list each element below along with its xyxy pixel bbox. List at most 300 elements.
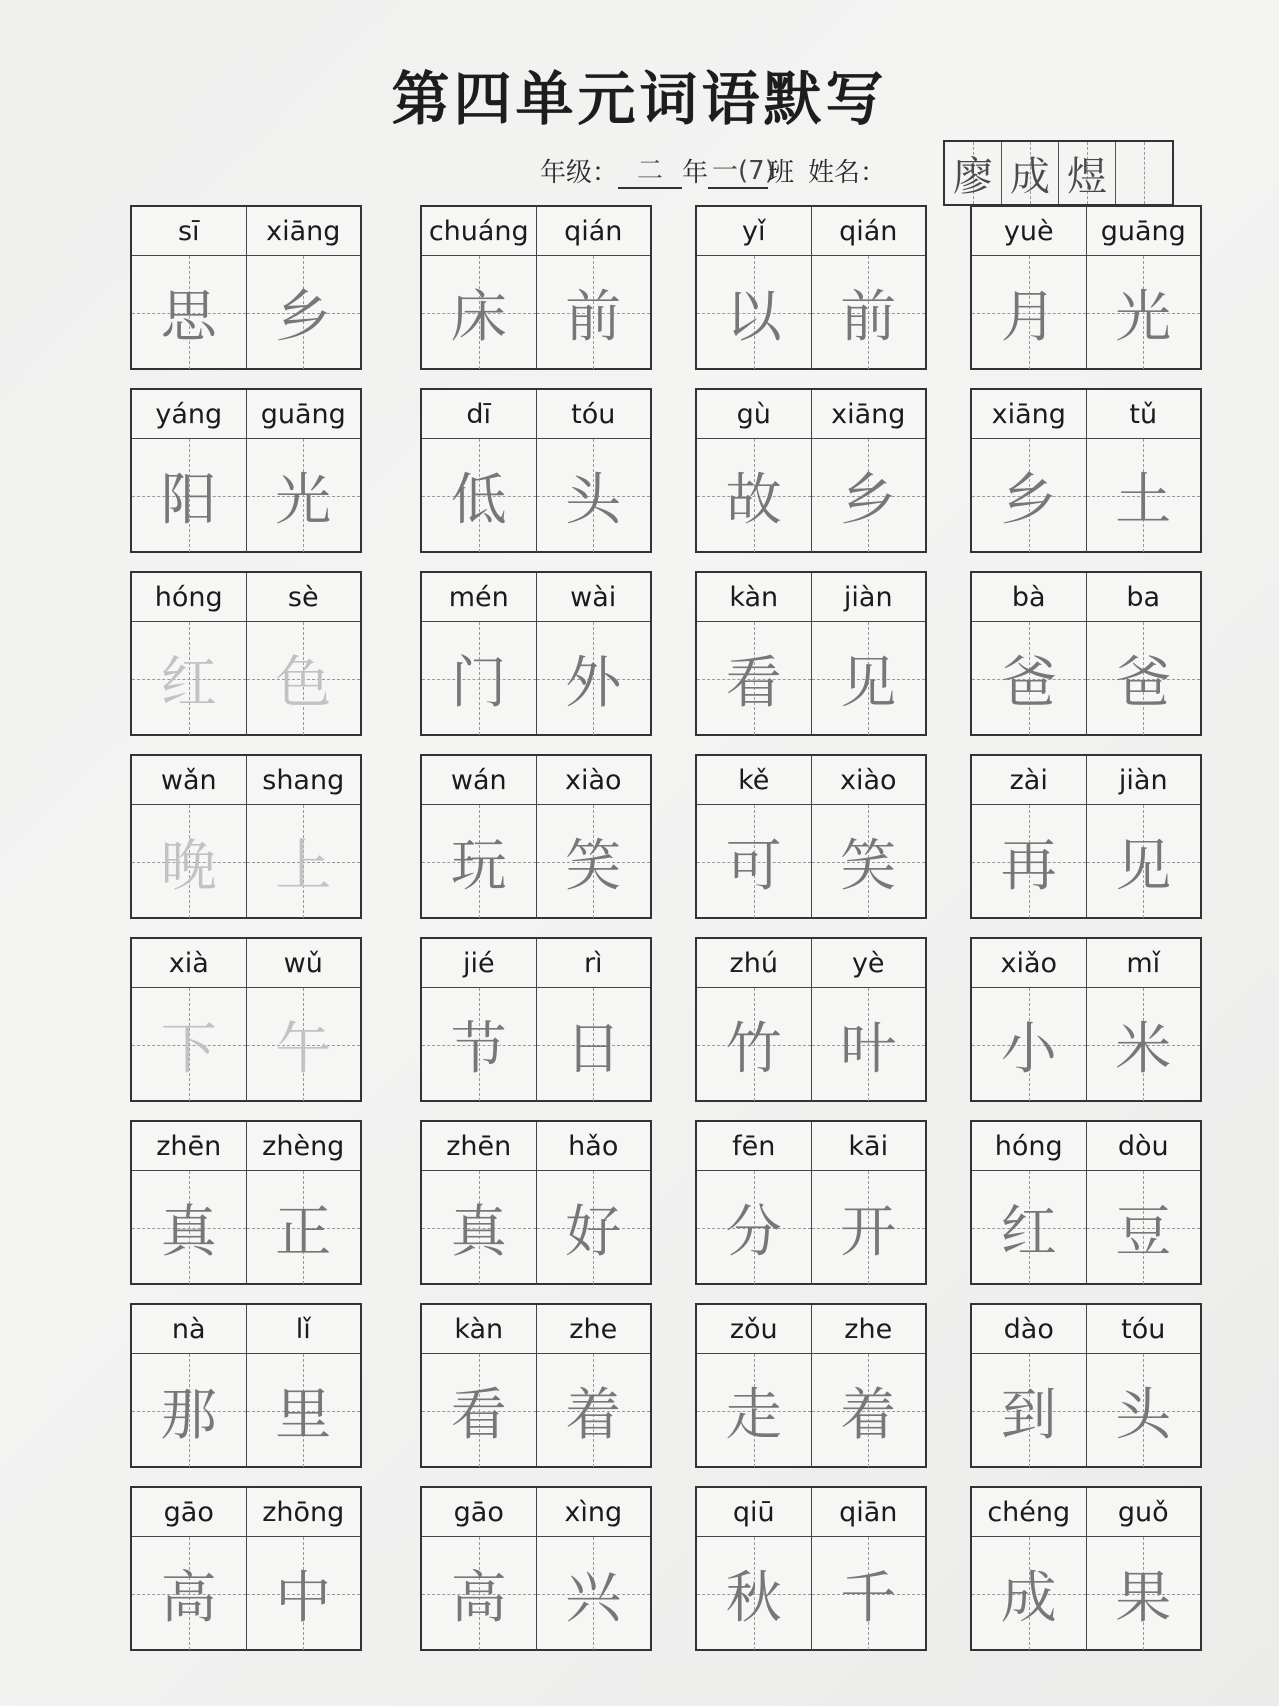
handwritten-character: 米 bbox=[1115, 1016, 1172, 1082]
character-row bbox=[422, 805, 650, 918]
character-cell bbox=[537, 439, 651, 552]
handwritten-character: 高 bbox=[450, 1565, 507, 1631]
word-card bbox=[130, 937, 362, 1102]
character-cell bbox=[247, 622, 361, 735]
word-card bbox=[130, 754, 362, 919]
name-cell bbox=[945, 142, 1002, 204]
character-cell bbox=[537, 256, 651, 369]
handwritten-character: 外 bbox=[565, 650, 622, 716]
pinyin-cell: xiāng bbox=[266, 215, 341, 247]
handwritten-character: 床 bbox=[450, 284, 507, 350]
character-cell bbox=[422, 988, 537, 1101]
character-row bbox=[697, 622, 925, 735]
character-cell bbox=[247, 439, 361, 552]
pinyin-row bbox=[132, 939, 360, 988]
name-grid bbox=[943, 140, 1174, 206]
pinyin-cell: kāi bbox=[848, 1130, 889, 1162]
character-cell bbox=[247, 1354, 361, 1467]
handwritten-character: 再 bbox=[1000, 833, 1057, 899]
word-card bbox=[420, 571, 652, 736]
pinyin-row bbox=[972, 390, 1200, 439]
pinyin-cell: zhēn bbox=[422, 1122, 537, 1170]
pinyin-row bbox=[422, 1305, 650, 1354]
pinyin-cell: qián bbox=[839, 215, 898, 247]
character-cell bbox=[972, 1354, 1087, 1467]
pinyin-cell: fēn bbox=[697, 1122, 812, 1170]
character-row bbox=[422, 988, 650, 1101]
handwritten-character: 着 bbox=[840, 1382, 897, 1448]
handwritten-character: 里 bbox=[275, 1382, 332, 1448]
character-cell bbox=[132, 805, 247, 918]
word-card bbox=[420, 388, 652, 553]
pinyin-cell: lǐ bbox=[295, 1313, 311, 1345]
character-cell bbox=[1087, 256, 1201, 369]
character-cell bbox=[812, 439, 926, 552]
character-row bbox=[972, 622, 1200, 735]
character-cell bbox=[697, 805, 812, 918]
pinyin-cell: jiàn bbox=[1118, 764, 1168, 796]
handwritten-character: 前 bbox=[565, 284, 622, 350]
word-card bbox=[970, 1303, 1202, 1468]
pinyin-cell: tóu bbox=[571, 398, 616, 430]
handwritten-character: 真 bbox=[450, 1199, 507, 1265]
pinyin-cell: dào bbox=[972, 1305, 1087, 1353]
pinyin-cell: bà bbox=[972, 573, 1087, 621]
pinyin-row bbox=[697, 939, 925, 988]
name-label: 姓名： bbox=[808, 158, 887, 188]
character-cell bbox=[972, 805, 1087, 918]
word-card bbox=[130, 1120, 362, 1285]
pinyin-cell: wán bbox=[422, 756, 537, 804]
character-row bbox=[422, 622, 650, 735]
handwritten-character: 笑 bbox=[565, 833, 622, 899]
character-row bbox=[132, 1171, 360, 1284]
pinyin-cell: qiū bbox=[697, 1488, 812, 1536]
handwritten-character: 故 bbox=[725, 467, 782, 533]
character-cell bbox=[247, 805, 361, 918]
pinyin-cell: xìng bbox=[564, 1496, 623, 1528]
word-card bbox=[695, 937, 927, 1102]
pinyin-row bbox=[422, 1488, 650, 1537]
pinyin-row bbox=[132, 756, 360, 805]
pinyin-cell: dòu bbox=[1117, 1130, 1169, 1162]
pinyin-cell: jié bbox=[422, 939, 537, 987]
handwritten-character: 成 bbox=[1000, 1565, 1057, 1631]
character-cell bbox=[422, 1354, 537, 1467]
character-row bbox=[697, 256, 925, 369]
word-card bbox=[420, 1303, 652, 1468]
handwritten-character: 走 bbox=[725, 1382, 782, 1448]
pinyin-row bbox=[422, 573, 650, 622]
character-row bbox=[132, 439, 360, 552]
pinyin-cell: zhe bbox=[844, 1313, 893, 1345]
handwritten-character: 见 bbox=[1115, 833, 1172, 899]
character-cell bbox=[812, 1171, 926, 1284]
pinyin-cell: hóng bbox=[972, 1122, 1087, 1170]
handwritten-character: 乡 bbox=[275, 284, 332, 350]
pinyin-cell: mén bbox=[422, 573, 537, 621]
handwritten-character: 可 bbox=[725, 833, 782, 899]
pinyin-cell: dī bbox=[422, 390, 537, 438]
name-char: 煜 bbox=[1067, 153, 1107, 200]
character-cell bbox=[1087, 988, 1201, 1101]
pinyin-row bbox=[972, 1305, 1200, 1354]
grade-label: 年级： bbox=[540, 158, 619, 188]
handwritten-character: 高 bbox=[160, 1565, 217, 1631]
handwritten-character: 好 bbox=[565, 1199, 622, 1265]
pinyin-cell: mǐ bbox=[1126, 947, 1161, 979]
handwritten-character: 乡 bbox=[840, 467, 897, 533]
character-cell bbox=[132, 1537, 247, 1650]
word-card bbox=[970, 1120, 1202, 1285]
pinyin-cell: guāng bbox=[1100, 215, 1186, 247]
pinyin-row bbox=[132, 573, 360, 622]
pinyin-row bbox=[132, 390, 360, 439]
character-row bbox=[132, 805, 360, 918]
character-cell bbox=[972, 439, 1087, 552]
handwritten-character: 红 bbox=[1000, 1199, 1057, 1265]
character-row bbox=[132, 622, 360, 735]
handwritten-character: 午 bbox=[275, 1016, 332, 1082]
name-char: 廖 bbox=[953, 153, 993, 200]
pinyin-cell: ba bbox=[1126, 581, 1161, 613]
character-cell bbox=[247, 988, 361, 1101]
handwritten-character: 中 bbox=[275, 1565, 332, 1631]
handwritten-character: 开 bbox=[840, 1199, 897, 1265]
character-cell bbox=[972, 1171, 1087, 1284]
handwritten-character: 爸 bbox=[1115, 650, 1172, 716]
word-card bbox=[420, 937, 652, 1102]
word-card bbox=[130, 1303, 362, 1468]
handwritten-character: 千 bbox=[840, 1565, 897, 1631]
pinyin-cell: chuáng bbox=[422, 207, 537, 255]
character-row bbox=[972, 439, 1200, 552]
name-cell bbox=[1116, 142, 1172, 204]
pinyin-cell: qián bbox=[564, 215, 623, 247]
character-cell bbox=[972, 256, 1087, 369]
name-cell bbox=[1002, 142, 1059, 204]
handwritten-character: 以 bbox=[725, 284, 782, 350]
pinyin-cell: sè bbox=[287, 581, 319, 613]
pinyin-cell: xiāng bbox=[831, 398, 906, 430]
handwritten-character: 到 bbox=[1000, 1382, 1057, 1448]
character-cell bbox=[812, 805, 926, 918]
pinyin-row bbox=[422, 756, 650, 805]
grade-value: 二 bbox=[618, 150, 682, 189]
character-cell bbox=[697, 988, 812, 1101]
character-cell bbox=[422, 1537, 537, 1650]
pinyin-row bbox=[972, 1122, 1200, 1171]
character-row bbox=[972, 256, 1200, 369]
word-card bbox=[970, 1486, 1202, 1651]
pinyin-cell: yuè bbox=[972, 207, 1087, 255]
pinyin-cell: kàn bbox=[422, 1305, 537, 1353]
pinyin-row bbox=[972, 573, 1200, 622]
pinyin-cell: xiāng bbox=[972, 390, 1087, 438]
character-cell bbox=[247, 256, 361, 369]
character-cell bbox=[812, 622, 926, 735]
pinyin-cell: hóng bbox=[132, 573, 247, 621]
word-card bbox=[695, 1120, 927, 1285]
handwritten-character: 思 bbox=[160, 284, 217, 350]
handwritten-character: 乡 bbox=[1000, 467, 1057, 533]
character-row bbox=[697, 805, 925, 918]
handwritten-character: 低 bbox=[450, 467, 507, 533]
character-cell bbox=[1087, 1354, 1201, 1467]
character-row bbox=[132, 1537, 360, 1650]
character-row bbox=[132, 256, 360, 369]
character-cell bbox=[697, 622, 812, 735]
pinyin-cell: xiǎo bbox=[972, 939, 1087, 987]
handwritten-character: 玩 bbox=[450, 833, 507, 899]
character-cell bbox=[537, 1537, 651, 1650]
character-cell bbox=[697, 256, 812, 369]
character-cell bbox=[812, 1537, 926, 1650]
student-info-line bbox=[540, 150, 886, 189]
pinyin-row bbox=[697, 756, 925, 805]
handwritten-character: 头 bbox=[1115, 1382, 1172, 1448]
pinyin-row bbox=[697, 1305, 925, 1354]
character-cell bbox=[1087, 1537, 1201, 1650]
pinyin-cell: hǎo bbox=[568, 1130, 619, 1162]
handwritten-character: 色 bbox=[275, 650, 332, 716]
pinyin-row bbox=[132, 207, 360, 256]
pinyin-cell: zhèng bbox=[262, 1130, 345, 1162]
handwritten-character: 头 bbox=[565, 467, 622, 533]
handwritten-character: 节 bbox=[450, 1016, 507, 1082]
page-title: 第四单元词语默写 bbox=[391, 65, 888, 133]
character-row bbox=[697, 1537, 925, 1650]
handwritten-character: 光 bbox=[1115, 284, 1172, 350]
pinyin-cell: wài bbox=[570, 581, 617, 613]
character-row bbox=[697, 1171, 925, 1284]
character-cell bbox=[132, 1171, 247, 1284]
character-row bbox=[422, 1354, 650, 1467]
word-card bbox=[970, 388, 1202, 553]
handwritten-character: 月 bbox=[1000, 284, 1057, 350]
character-cell bbox=[422, 1171, 537, 1284]
pinyin-cell: zhōng bbox=[262, 1496, 345, 1528]
character-cell bbox=[132, 439, 247, 552]
word-card bbox=[420, 754, 652, 919]
character-cell bbox=[247, 1537, 361, 1650]
character-cell bbox=[422, 622, 537, 735]
character-cell bbox=[697, 439, 812, 552]
word-card bbox=[970, 205, 1202, 370]
pinyin-cell: sī bbox=[132, 207, 247, 255]
character-row bbox=[132, 1354, 360, 1467]
grade-suffix: 年 bbox=[682, 158, 709, 188]
pinyin-cell: xiào bbox=[839, 764, 897, 796]
handwritten-character: 日 bbox=[565, 1016, 622, 1082]
word-card bbox=[695, 205, 927, 370]
pinyin-row bbox=[972, 207, 1200, 256]
character-row bbox=[132, 988, 360, 1101]
handwritten-character: 阳 bbox=[160, 467, 217, 533]
character-cell bbox=[422, 256, 537, 369]
character-cell bbox=[537, 988, 651, 1101]
pinyin-cell: yáng bbox=[132, 390, 247, 438]
word-card bbox=[130, 1486, 362, 1651]
word-card bbox=[420, 1120, 652, 1285]
character-row bbox=[972, 988, 1200, 1101]
character-cell bbox=[537, 622, 651, 735]
pinyin-row bbox=[697, 573, 925, 622]
character-cell bbox=[247, 1171, 361, 1284]
pinyin-cell: chéng bbox=[972, 1488, 1087, 1536]
character-cell bbox=[1087, 1171, 1201, 1284]
pinyin-row bbox=[972, 939, 1200, 988]
handwritten-character: 红 bbox=[160, 650, 217, 716]
word-card bbox=[970, 937, 1202, 1102]
pinyin-row bbox=[697, 1488, 925, 1537]
pinyin-row bbox=[132, 1122, 360, 1171]
handwritten-character: 那 bbox=[160, 1382, 217, 1448]
word-card bbox=[970, 571, 1202, 736]
handwritten-character: 土 bbox=[1115, 467, 1172, 533]
pinyin-row bbox=[697, 207, 925, 256]
word-card bbox=[130, 205, 362, 370]
character-row bbox=[972, 1537, 1200, 1650]
pinyin-cell: guǒ bbox=[1117, 1496, 1169, 1528]
pinyin-row bbox=[132, 1305, 360, 1354]
handwritten-character: 笑 bbox=[840, 833, 897, 899]
character-row bbox=[422, 256, 650, 369]
pinyin-cell: tóu bbox=[1121, 1313, 1166, 1345]
pinyin-row bbox=[972, 756, 1200, 805]
character-cell bbox=[422, 439, 537, 552]
character-cell bbox=[132, 256, 247, 369]
character-cell bbox=[697, 1537, 812, 1650]
character-cell bbox=[972, 1537, 1087, 1650]
pinyin-row bbox=[697, 390, 925, 439]
character-row bbox=[972, 1354, 1200, 1467]
handwritten-character: 果 bbox=[1115, 1565, 1172, 1631]
pinyin-row bbox=[422, 390, 650, 439]
word-card bbox=[695, 1486, 927, 1651]
pinyin-cell: yè bbox=[851, 947, 885, 979]
handwritten-character: 看 bbox=[450, 1382, 507, 1448]
word-card bbox=[420, 205, 652, 370]
pinyin-cell: zhú bbox=[697, 939, 812, 987]
pinyin-row bbox=[422, 939, 650, 988]
word-card bbox=[420, 1486, 652, 1651]
pinyin-cell: qiān bbox=[839, 1496, 898, 1528]
handwritten-character: 兴 bbox=[565, 1565, 622, 1631]
pinyin-cell: gāo bbox=[422, 1488, 537, 1536]
class-suffix: 班 bbox=[768, 158, 795, 188]
pinyin-cell: jiàn bbox=[843, 581, 893, 613]
character-row bbox=[697, 1354, 925, 1467]
name-cell bbox=[1059, 142, 1116, 204]
pinyin-cell: nà bbox=[132, 1305, 247, 1353]
character-row bbox=[422, 1171, 650, 1284]
pinyin-row bbox=[422, 207, 650, 256]
handwritten-character: 竹 bbox=[725, 1016, 782, 1082]
character-cell bbox=[1087, 805, 1201, 918]
character-row bbox=[697, 439, 925, 552]
pinyin-cell: wǎn bbox=[132, 756, 247, 804]
pinyin-cell: xiào bbox=[564, 764, 622, 796]
handwritten-character: 秋 bbox=[725, 1565, 782, 1631]
handwritten-character: 上 bbox=[275, 833, 332, 899]
pinyin-cell: gāo bbox=[132, 1488, 247, 1536]
pinyin-row bbox=[972, 1488, 1200, 1537]
character-cell bbox=[537, 805, 651, 918]
character-cell bbox=[812, 988, 926, 1101]
handwritten-character: 豆 bbox=[1115, 1199, 1172, 1265]
pinyin-row bbox=[132, 1488, 360, 1537]
pinyin-cell: zhēn bbox=[132, 1122, 247, 1170]
pinyin-cell: yǐ bbox=[697, 207, 812, 255]
word-card bbox=[695, 388, 927, 553]
character-cell bbox=[537, 1354, 651, 1467]
pinyin-cell: wǔ bbox=[283, 947, 323, 979]
handwritten-character: 分 bbox=[725, 1199, 782, 1265]
handwritten-character: 叶 bbox=[840, 1016, 897, 1082]
character-cell bbox=[537, 1171, 651, 1284]
word-card bbox=[130, 571, 362, 736]
handwritten-character: 看 bbox=[725, 650, 782, 716]
word-card bbox=[970, 754, 1202, 919]
handwritten-character: 爸 bbox=[1000, 650, 1057, 716]
word-card bbox=[695, 571, 927, 736]
character-row bbox=[972, 1171, 1200, 1284]
handwritten-character: 门 bbox=[450, 650, 507, 716]
pinyin-cell: xià bbox=[132, 939, 247, 987]
pinyin-cell: kě bbox=[697, 756, 812, 804]
character-cell bbox=[972, 622, 1087, 735]
handwritten-character: 小 bbox=[1000, 1016, 1057, 1082]
character-cell bbox=[812, 1354, 926, 1467]
pinyin-cell: kàn bbox=[697, 573, 812, 621]
handwritten-character: 前 bbox=[840, 284, 897, 350]
character-cell bbox=[972, 988, 1087, 1101]
handwritten-character: 下 bbox=[160, 1016, 217, 1082]
pinyin-cell: gù bbox=[697, 390, 812, 438]
pinyin-cell: rì bbox=[583, 947, 603, 979]
handwritten-character: 见 bbox=[840, 650, 897, 716]
character-cell bbox=[132, 622, 247, 735]
handwritten-character: 光 bbox=[275, 467, 332, 533]
handwritten-character: 真 bbox=[160, 1199, 217, 1265]
class-value: 一(7) bbox=[708, 150, 768, 189]
character-cell bbox=[697, 1171, 812, 1284]
character-cell bbox=[132, 988, 247, 1101]
handwritten-character: 着 bbox=[565, 1382, 622, 1448]
pinyin-row bbox=[697, 1122, 925, 1171]
handwritten-character: 晚 bbox=[160, 833, 217, 899]
character-cell bbox=[1087, 622, 1201, 735]
word-card bbox=[695, 1303, 927, 1468]
pinyin-cell: tǔ bbox=[1129, 398, 1158, 430]
pinyin-cell: shang bbox=[262, 764, 345, 796]
pinyin-cell: zài bbox=[972, 756, 1087, 804]
character-row bbox=[422, 1537, 650, 1650]
pinyin-cell: zǒu bbox=[697, 1305, 812, 1353]
character-cell bbox=[132, 1354, 247, 1467]
pinyin-cell: zhe bbox=[569, 1313, 618, 1345]
word-card bbox=[695, 754, 927, 919]
pinyin-cell: guāng bbox=[260, 398, 346, 430]
word-card bbox=[130, 388, 362, 553]
character-cell bbox=[1087, 439, 1201, 552]
character-cell bbox=[812, 256, 926, 369]
character-cell bbox=[422, 805, 537, 918]
character-row bbox=[422, 439, 650, 552]
character-cell bbox=[697, 1354, 812, 1467]
handwritten-character: 正 bbox=[275, 1199, 332, 1265]
